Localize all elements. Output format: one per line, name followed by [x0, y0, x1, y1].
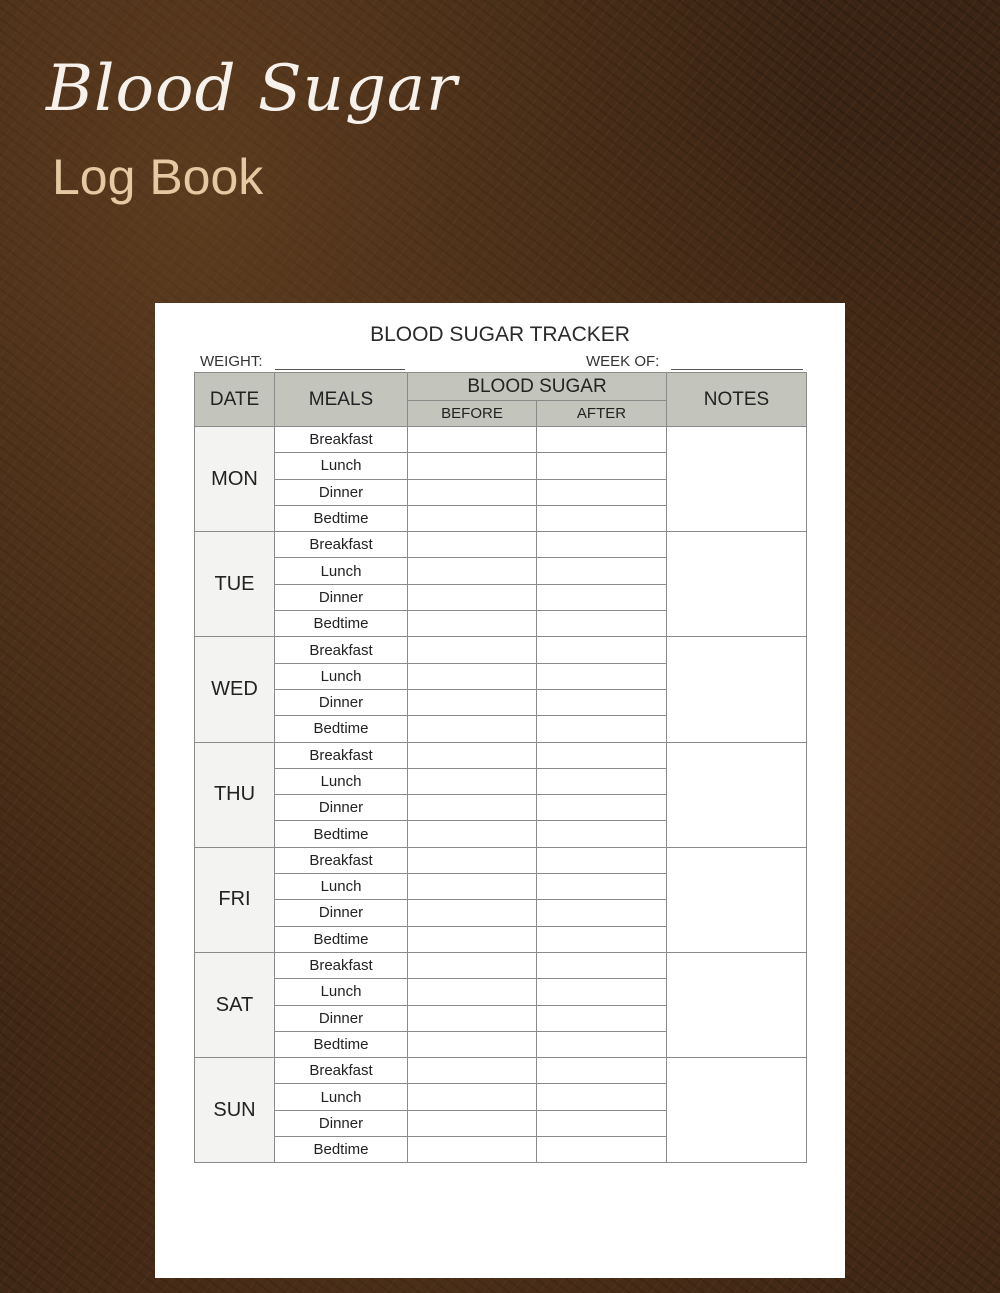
before-cell[interactable]	[408, 952, 537, 978]
after-cell[interactable]	[537, 505, 667, 531]
notes-cell[interactable]	[667, 742, 807, 847]
cover-subtitle: Log Book	[52, 149, 264, 205]
before-cell[interactable]	[408, 532, 537, 558]
table-row	[195, 1058, 807, 1084]
meal-label: Bedtime	[275, 821, 408, 847]
meal-label: Breakfast	[275, 952, 408, 978]
after-cell[interactable]	[537, 821, 667, 847]
after-cell[interactable]	[537, 611, 667, 637]
before-cell[interactable]	[408, 1110, 537, 1136]
after-cell[interactable]	[537, 453, 667, 479]
before-cell[interactable]	[408, 1084, 537, 1110]
after-cell[interactable]	[537, 900, 667, 926]
table-row	[195, 847, 807, 873]
before-cell[interactable]	[408, 768, 537, 794]
meal-label: Breakfast	[275, 637, 408, 663]
after-cell[interactable]	[537, 427, 667, 453]
meal-label: Bedtime	[275, 716, 408, 742]
before-cell[interactable]	[408, 900, 537, 926]
header-notes: NOTES	[667, 373, 807, 427]
weight-label: WEIGHT:	[200, 353, 263, 370]
before-cell[interactable]	[408, 558, 537, 584]
cover-title: Blood Sugar	[46, 52, 458, 126]
after-cell[interactable]	[537, 716, 667, 742]
meal-label: Dinner	[275, 689, 408, 715]
meal-label: Breakfast	[275, 1058, 408, 1084]
meal-label: Lunch	[275, 663, 408, 689]
before-cell[interactable]	[408, 926, 537, 952]
week-of-field	[586, 353, 803, 370]
after-cell[interactable]	[537, 979, 667, 1005]
after-cell[interactable]	[537, 1058, 667, 1084]
day-label: TUE	[195, 532, 275, 637]
after-cell[interactable]	[537, 926, 667, 952]
before-cell[interactable]	[408, 1005, 537, 1031]
meal-label: Bedtime	[275, 926, 408, 952]
notes-cell[interactable]	[667, 532, 807, 637]
tracker-sheet	[155, 303, 845, 1278]
sheet-title: BLOOD SUGAR TRACKER	[370, 323, 630, 346]
before-cell[interactable]	[408, 584, 537, 610]
after-cell[interactable]	[537, 795, 667, 821]
after-cell[interactable]	[537, 1031, 667, 1057]
meal-label: Lunch	[275, 1084, 408, 1110]
meal-label: Dinner	[275, 795, 408, 821]
meal-label: Breakfast	[275, 532, 408, 558]
before-cell[interactable]	[408, 1137, 537, 1163]
after-cell[interactable]	[537, 1005, 667, 1031]
header-blood-sugar: BLOOD SUGAR	[408, 373, 667, 401]
before-cell[interactable]	[408, 716, 537, 742]
week-of-label: WEEK OF:	[586, 353, 660, 370]
meal-label: Lunch	[275, 874, 408, 900]
meal-label: Bedtime	[275, 505, 408, 531]
meal-label: Lunch	[275, 768, 408, 794]
before-cell[interactable]	[408, 742, 537, 768]
meal-label: Bedtime	[275, 1137, 408, 1163]
meal-label: Bedtime	[275, 1031, 408, 1057]
tracker-body	[195, 427, 807, 1163]
tracker-table	[194, 372, 807, 1163]
table-row	[195, 427, 807, 453]
table-row	[195, 637, 807, 663]
after-cell[interactable]	[537, 689, 667, 715]
before-cell[interactable]	[408, 795, 537, 821]
before-cell[interactable]	[408, 979, 537, 1005]
before-cell[interactable]	[408, 479, 537, 505]
after-cell[interactable]	[537, 479, 667, 505]
after-cell[interactable]	[537, 532, 667, 558]
day-label: FRI	[195, 847, 275, 952]
before-cell[interactable]	[408, 821, 537, 847]
table-row	[195, 952, 807, 978]
after-cell[interactable]	[537, 584, 667, 610]
meal-label: Breakfast	[275, 742, 408, 768]
after-cell[interactable]	[537, 1084, 667, 1110]
notes-cell[interactable]	[667, 427, 807, 532]
after-cell[interactable]	[537, 847, 667, 873]
header-before: BEFORE	[408, 401, 537, 427]
after-cell[interactable]	[537, 558, 667, 584]
meal-label: Dinner	[275, 584, 408, 610]
meal-label: Bedtime	[275, 611, 408, 637]
table-row	[195, 532, 807, 558]
day-label: WED	[195, 637, 275, 742]
meal-label: Dinner	[275, 1005, 408, 1031]
meal-label: Lunch	[275, 979, 408, 1005]
after-cell[interactable]	[537, 952, 667, 978]
weight-field	[200, 353, 405, 370]
header-meals: MEALS	[275, 373, 408, 427]
after-cell[interactable]	[537, 637, 667, 663]
before-cell[interactable]	[408, 505, 537, 531]
notes-cell[interactable]	[667, 847, 807, 952]
week-of-line[interactable]	[671, 355, 803, 370]
before-cell[interactable]	[408, 689, 537, 715]
after-cell[interactable]	[537, 874, 667, 900]
meal-label: Lunch	[275, 558, 408, 584]
meal-label: Lunch	[275, 453, 408, 479]
header-date: DATE	[195, 373, 275, 427]
after-cell[interactable]	[537, 663, 667, 689]
meal-label: Dinner	[275, 479, 408, 505]
meal-label: Breakfast	[275, 847, 408, 873]
before-cell[interactable]	[408, 847, 537, 873]
header-after: AFTER	[537, 401, 667, 427]
meal-label: Dinner	[275, 1110, 408, 1136]
notes-cell[interactable]	[667, 1058, 807, 1163]
after-cell[interactable]	[537, 1137, 667, 1163]
after-cell[interactable]	[537, 768, 667, 794]
table-row	[195, 742, 807, 768]
after-cell[interactable]	[537, 1110, 667, 1136]
after-cell[interactable]	[537, 742, 667, 768]
weight-line[interactable]	[275, 355, 405, 370]
day-label: SAT	[195, 952, 275, 1057]
before-cell[interactable]	[408, 1058, 537, 1084]
before-cell[interactable]	[408, 874, 537, 900]
before-cell[interactable]	[408, 637, 537, 663]
before-cell[interactable]	[408, 427, 537, 453]
notes-cell[interactable]	[667, 637, 807, 742]
before-cell[interactable]	[408, 611, 537, 637]
meal-label: Breakfast	[275, 427, 408, 453]
before-cell[interactable]	[408, 1031, 537, 1057]
day-label: THU	[195, 742, 275, 847]
day-label: MON	[195, 427, 275, 532]
before-cell[interactable]	[408, 663, 537, 689]
day-label: SUN	[195, 1058, 275, 1163]
before-cell[interactable]	[408, 453, 537, 479]
notes-cell[interactable]	[667, 952, 807, 1057]
meal-label: Dinner	[275, 900, 408, 926]
